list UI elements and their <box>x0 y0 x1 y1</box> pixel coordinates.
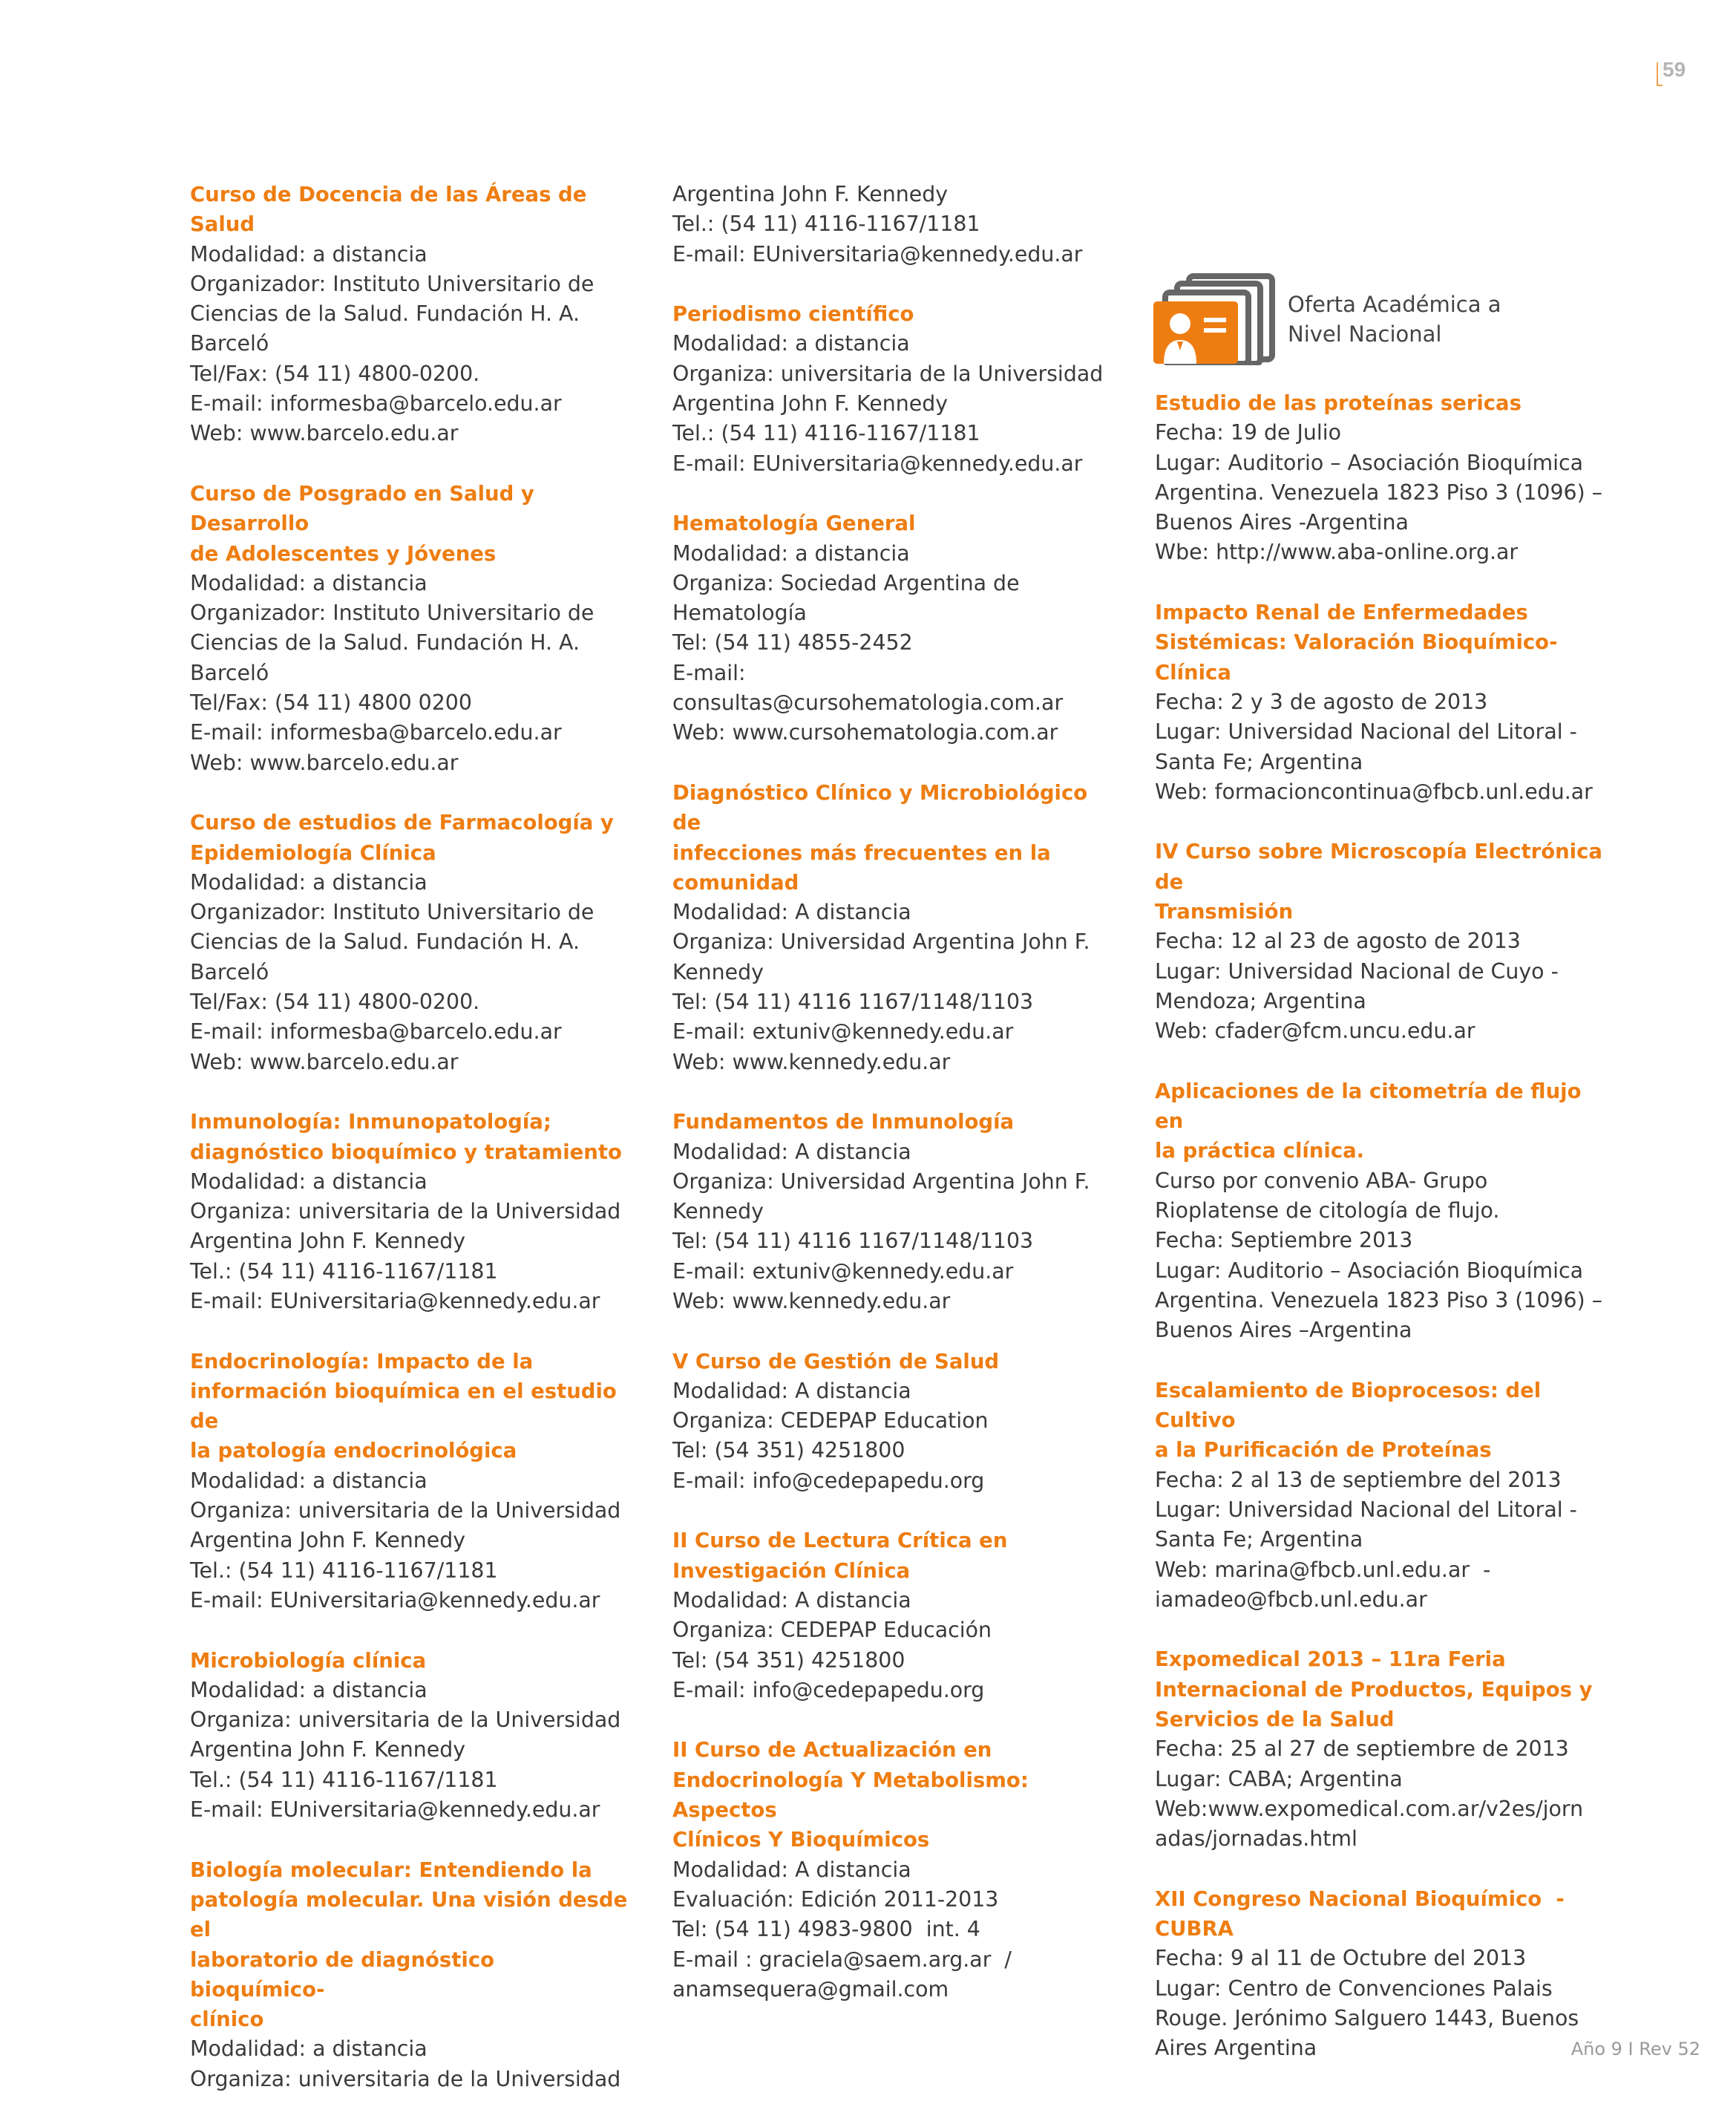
entry-detail-line: E-mail: informesba@barcelo.edu.ar <box>190 391 562 416</box>
entry-detail-line: Lugar: Universidad Nacional del Litoral - <box>1155 719 1577 745</box>
entry-detail-line: consultas@cursohematologia.com.ar <box>672 690 1064 716</box>
entry-title: Estudio de las proteínas sericas <box>1155 391 1522 415</box>
course-entry <box>190 1347 628 1616</box>
entry-detail-line: E-mail: EUniversitaria@kennedy.edu.ar <box>190 1797 600 1823</box>
entry-detail-line: Kennedy <box>672 1199 764 1224</box>
entry-title: XII Congreso Nacional Bioquímico - <box>1155 1886 1565 1911</box>
entry-detail-line: Modalidad: A distancia <box>672 1139 911 1164</box>
entry-detail-line: Organiza: universitaria de la Universidad <box>190 2066 621 2091</box>
course-entry <box>1155 1376 1615 1615</box>
presentation-board-icon <box>1150 269 1277 365</box>
entry-detail-line: Argentina. Venezuela 1823 Piso 3 (1096) – <box>1155 480 1602 505</box>
entry-detail-line: Modalidad: a distancia <box>672 331 910 356</box>
entry-detail-line: Lugar: Auditorio – Asociación Bioquímica <box>1155 450 1584 475</box>
entry-title: Curso de Posgrado en Salud y Desarrollo <box>190 481 542 536</box>
entry-detail-line: Organiza: universitaria de la Universidad <box>672 361 1104 386</box>
column-3 <box>1155 388 1615 2094</box>
entry-detail-line: Tel: (54 351) 4251800 <box>672 1647 905 1673</box>
entry-title: II Curso de Actualización en <box>672 1738 992 1762</box>
entry-detail-line: Tel.: (54 11) 4116-1167/1181 <box>190 1258 498 1284</box>
entry-title: Epidemiología Clínica <box>190 840 436 865</box>
entry-detail-line: Fecha: 19 de Julio <box>1155 420 1342 445</box>
entry-detail-line: Fecha: 25 al 27 de septiembre de 2013 <box>1155 1736 1569 1762</box>
entry-detail-line: E-mail: EUniversitaria@kennedy.edu.ar <box>190 1288 600 1313</box>
entry-detail-line: E-mail: extuniv@kennedy.edu.ar <box>672 1019 1014 1045</box>
entry-title: clínico <box>190 2007 264 2032</box>
entry-detail-line: iamadeo@fbcb.unl.edu.ar <box>1155 1587 1427 1612</box>
entry-title: Diagnóstico Clínico y Microbiológico de <box>672 780 1095 835</box>
entry-detail-line: anamsequera@gmail.com <box>672 1976 949 2002</box>
entry-detail-line: E-mail: EUniversitaria@kennedy.edu.ar <box>672 451 1083 476</box>
sidebar-header-line2: Nivel Nacional <box>1288 321 1442 347</box>
entry-detail-line: E-mail: EUniversitaria@kennedy.edu.ar <box>190 1587 600 1612</box>
entry-detail-line: Organiza: universitaria de la Universidad <box>190 1708 621 1733</box>
entry-detail-line: Tel.: (54 11) 4116-1167/1181 <box>672 212 980 237</box>
entry-detail-line: E-mail : graciela@saem.arg.ar / <box>672 1947 1012 1972</box>
entry-detail-line: Fecha: 12 al 23 de agosto de 2013 <box>1155 929 1521 954</box>
entry-detail-line: Buenos Aires –Argentina <box>1155 1318 1412 1343</box>
footer: Año 9 I Rev 52 <box>1570 2039 1700 2059</box>
entry-detail-line: Tel.: (54 11) 4116-1167/1181 <box>190 1767 498 1792</box>
entry-title: Expomedical 2013 – 11ra Feria <box>1155 1647 1506 1672</box>
entry-detail-line: E-mail: info@cedepapedu.org <box>672 1677 985 1702</box>
course-entry <box>672 1347 1110 1496</box>
course-entry <box>190 180 628 449</box>
entry-detail-line: Evaluación: Edición 2011-2013 <box>672 1886 999 1912</box>
entry-title: a la Purificación de Proteínas <box>1155 1438 1492 1463</box>
entry-detail-line: Organiza: Sociedad Argentina de <box>672 570 1020 595</box>
course-entry <box>672 778 1110 1077</box>
entry-title: Inmunología: Inmunopatología; <box>190 1110 551 1134</box>
entry-detail-line: Modalidad: a distancia <box>190 570 428 595</box>
entry-detail-line: Modalidad: A distancia <box>672 1587 911 1612</box>
entry-detail-line: Tel/Fax: (54 11) 4800-0200. <box>190 361 480 386</box>
entry-title: la patología endocrinológica <box>190 1439 517 1463</box>
entry-detail-line: Modalidad: a distancia <box>190 2036 428 2062</box>
entry-detail-line: Web: www.barcelo.edu.ar <box>190 750 459 775</box>
course-entry <box>672 509 1110 748</box>
entry-detail-line: Argentina John F. Kennedy <box>672 182 949 206</box>
entry-detail-line: E-mail: info@cedepapedu.org <box>672 1468 985 1493</box>
entry-title: Aplicaciones de la citometría de flujo en <box>1155 1079 1589 1134</box>
entry-detail-line: Tel: (54 351) 4251800 <box>672 1438 905 1463</box>
entry-detail-line: Web: www.kennedy.edu.ar <box>672 1049 951 1074</box>
entry-detail-line: Santa Fe; Argentina <box>1155 749 1363 774</box>
entry-detail-line: Curso por convenio ABA- Grupo <box>1155 1168 1488 1193</box>
entry-title: información bioquímica en el estudio de <box>190 1379 624 1434</box>
entry-detail-line: Argentina. Venezuela 1823 Piso 3 (1096) – <box>1155 1287 1602 1313</box>
entry-detail-line: Mendoza; Argentina <box>1155 988 1366 1013</box>
entry-title: Curso de Docencia de las Áreas de Salud <box>190 183 594 237</box>
entry-detail-line: Ciencias de la Salud. Fundación H. A. <box>190 301 580 327</box>
entry-detail-line: E-mail: extuniv@kennedy.edu.ar <box>672 1258 1014 1284</box>
sidebar-header-line1: Oferta Académica a <box>1288 292 1501 317</box>
entry-detail-line: E-mail: EUniversitaria@kennedy.edu.ar <box>672 241 1083 267</box>
entry-detail-line: Organiza: CEDEPAP Educación <box>672 1618 992 1643</box>
entry-detail-line: Tel/Fax: (54 11) 4800 0200 <box>190 690 472 716</box>
entry-detail-line: Barceló <box>190 660 269 685</box>
entry-title: Escalamiento de Bioprocesos: del Cultivo <box>1155 1378 1548 1433</box>
course-entry <box>190 1646 628 1826</box>
entry-detail-line: Web: marina@fbcb.unl.edu.ar - <box>1155 1557 1491 1582</box>
entry-detail-line: E-mail: <box>672 660 746 685</box>
entry-title: IV Curso sobre Microscopía Electrónica de <box>1155 840 1610 894</box>
entry-detail-line: Kennedy <box>672 959 764 984</box>
entry-title: Endocrinología: Impacto de la <box>190 1349 534 1373</box>
course-entry <box>1155 1884 1615 2064</box>
entry-title: CUBRA <box>1155 1917 1234 1941</box>
entry-detail-line: Tel/Fax: (54 11) 4800-0200. <box>190 990 480 1015</box>
entry-detail-line: Ciencias de la Salud. Fundación H. A. <box>190 630 580 656</box>
column-1 <box>190 180 635 2124</box>
entry-title: Sistémicas: Valoración Bioquímico-Clínica <box>1155 630 1558 684</box>
entry-title: V Curso de Gestión de Salud <box>672 1349 1000 1373</box>
course-entry <box>1155 837 1615 1046</box>
entry-detail-line: Lugar: Centro de Convenciones Palais <box>1155 1976 1553 2001</box>
course-entry <box>190 1107 628 1316</box>
entry-title: Periodismo científico <box>672 302 914 327</box>
course-entry <box>672 299 1110 479</box>
entry-detail-line: Modalidad: a distancia <box>190 1677 428 1702</box>
entry-title: Fundamentos de Inmunología <box>672 1110 1015 1134</box>
course-entry <box>672 1107 1110 1316</box>
entry-title: Investigación Clínica <box>672 1558 911 1583</box>
entry-detail-line: Lugar: Auditorio – Asociación Bioquímica <box>1155 1258 1584 1283</box>
entry-detail-line: E-mail: informesba@barcelo.edu.ar <box>190 720 562 745</box>
entry-detail-line: Santa Fe; Argentina <box>1155 1527 1363 1552</box>
course-entry <box>1155 598 1615 807</box>
entry-detail-line: E-mail: informesba@barcelo.edu.ar <box>190 1019 562 1045</box>
entry-detail-line: Web: www.cursohematologia.com.ar <box>672 720 1058 745</box>
entry-title: Clínicos Y Bioquímicos <box>672 1828 930 1852</box>
entry-detail-line: Argentina John F. Kennedy <box>190 1229 466 1254</box>
entry-title: infecciones más frecuentes en la <box>672 840 1051 865</box>
course-entry <box>672 1735 1110 2004</box>
entry-detail-line: Tel: (54 11) 4983-9800 int. 4 <box>672 1917 980 1942</box>
course-entry <box>1155 1076 1615 1346</box>
course-entry <box>190 1855 635 2094</box>
entry-detail-line: Fecha: 2 al 13 de septiembre del 2013 <box>1155 1467 1562 1492</box>
entry-detail-line: Tel: (54 11) 4116 1167/1148/1103 <box>672 990 1034 1015</box>
entry-detail-line: Hematología <box>672 601 807 626</box>
entry-detail-line: Organizador: Instituto Universitario de <box>190 601 595 626</box>
entry-detail-line: Argentina John F. Kennedy <box>190 1737 466 1762</box>
entry-title: Impacto Renal de Enfermedades <box>1155 601 1528 625</box>
entry-title: Endocrinología Y Metabolismo: Aspectos <box>672 1768 1036 1823</box>
entry-title: Transmisión <box>1155 900 1294 924</box>
entry-detail-line: Web: formacioncontinua@fbcb.unl.edu.ar <box>1155 779 1593 804</box>
entry-detail-line: Organizador: Instituto Universitario de <box>190 900 595 925</box>
entry-title: Servicios de la Salud <box>1155 1708 1395 1732</box>
entry-title: patología molecular. Una visión desde el <box>190 1887 635 1942</box>
entry-title: de Adolescentes y Jóvenes <box>190 541 497 566</box>
entry-detail-line: Modalidad: a distancia <box>190 869 428 895</box>
entry-detail-line: Wbe: http://www.aba-online.org.ar <box>1155 540 1519 565</box>
course-entry <box>1155 1644 1615 1854</box>
entry-detail-line: Modalidad: a distancia <box>190 241 428 267</box>
entry-detail-line: Buenos Aires -Argentina <box>1155 510 1409 535</box>
entry-detail-line: Web: www.barcelo.edu.ar <box>190 421 459 446</box>
entry-detail-line: adas/jornadas.html <box>1155 1826 1357 1852</box>
continued-entry <box>672 180 1110 269</box>
page-number: 59 <box>1663 58 1686 81</box>
sidebar-header <box>1150 269 1536 365</box>
entry-detail-line: Modalidad: a distancia <box>672 540 910 566</box>
entry-detail-line: Tel.: (54 11) 4116-1167/1181 <box>672 421 980 446</box>
entry-detail-line: Lugar: Universidad Nacional de Cuyo - <box>1155 958 1559 984</box>
entry-title: la práctica clínica. <box>1155 1139 1365 1163</box>
entry-detail-line: Modalidad: a distancia <box>190 1169 428 1194</box>
course-entry <box>190 479 628 778</box>
course-entry <box>1155 388 1615 568</box>
entry-detail-line: Organiza: universitaria de la Universidad <box>190 1498 621 1523</box>
course-entry <box>672 1526 1110 1705</box>
entry-title: Microbiología clínica <box>190 1648 427 1673</box>
entry-detail-line: Lugar: CABA; Argentina <box>1155 1766 1403 1791</box>
entry-detail-line: Modalidad: A distancia <box>672 900 911 925</box>
entry-title: Biología molecular: Entendiendo la <box>190 1857 592 1882</box>
entry-detail-line: Web:www.expomedical.com.ar/v2es/jorn <box>1155 1796 1584 1821</box>
entry-detail-line: Argentina John F. Kennedy <box>190 1528 466 1553</box>
entry-title: II Curso de Lectura Crítica en <box>672 1529 1008 1553</box>
entry-detail-line: Modalidad: A distancia <box>672 1857 911 1882</box>
column-2 <box>672 180 1110 2034</box>
entry-detail-line: Tel.: (54 11) 4116-1167/1181 <box>190 1558 498 1583</box>
entry-title: diagnóstico bioquímico y tratamiento <box>190 1140 622 1164</box>
entry-detail-line: Web: cfader@fcm.uncu.edu.ar <box>1155 1019 1475 1044</box>
entry-title: Hematología General <box>672 512 916 536</box>
entry-detail-line: Organiza: CEDEPAP Education <box>672 1408 989 1434</box>
entry-detail-line: Rouge. Jerónimo Salguero 1443, Buenos <box>1155 2006 1579 2031</box>
entry-detail-line: Ciencias de la Salud. Fundación H. A. <box>190 929 580 955</box>
entry-title: comunidad <box>672 870 799 895</box>
course-entry <box>190 808 628 1077</box>
entry-detail-line: Organiza: Universidad Argentina John F. <box>672 929 1090 955</box>
entry-detail-line: Tel: (54 11) 4855-2452 <box>672 630 913 656</box>
entry-title: Curso de estudios de Farmacología y <box>190 811 614 835</box>
entry-detail-line: Rioplatense de citología de flujo. <box>1155 1198 1500 1223</box>
entry-detail-line: Fecha: 2 y 3 de agosto de 2013 <box>1155 689 1488 714</box>
entry-detail-line: Modalidad: a distancia <box>190 1468 428 1493</box>
entry-detail-line: Barceló <box>190 959 269 984</box>
entry-detail-line: Argentina John F. Kennedy <box>672 391 949 416</box>
entry-detail-line: Lugar: Universidad Nacional del Litoral - <box>1155 1497 1577 1522</box>
entry-detail-line: Web: www.kennedy.edu.ar <box>672 1288 951 1313</box>
entry-detail-line: Barceló <box>190 331 269 356</box>
entry-title: laboratorio de diagnóstico bioquímico- <box>190 1947 502 2002</box>
entry-detail-line: Tel: (54 11) 4116 1167/1148/1103 <box>672 1229 1034 1254</box>
entry-detail-line: Fecha: 9 al 11 de Octubre del 2013 <box>1155 1946 1527 1971</box>
entry-detail-line: Organiza: Universidad Argentina John F. <box>672 1169 1090 1194</box>
entry-detail-line: Modalidad: A distancia <box>672 1378 911 1403</box>
entry-detail-line: Fecha: Septiembre 2013 <box>1155 1228 1413 1253</box>
entry-detail-line: Organiza: universitaria de la Universidad <box>190 1199 621 1224</box>
entry-title: Internacional de Productos, Equipos y <box>1155 1677 1593 1702</box>
entry-detail-line: Aires Argentina <box>1155 2036 1317 2061</box>
entry-detail-line: Organizador: Instituto Universitario de <box>190 271 595 296</box>
entry-detail-line: Web: www.barcelo.edu.ar <box>190 1049 459 1074</box>
